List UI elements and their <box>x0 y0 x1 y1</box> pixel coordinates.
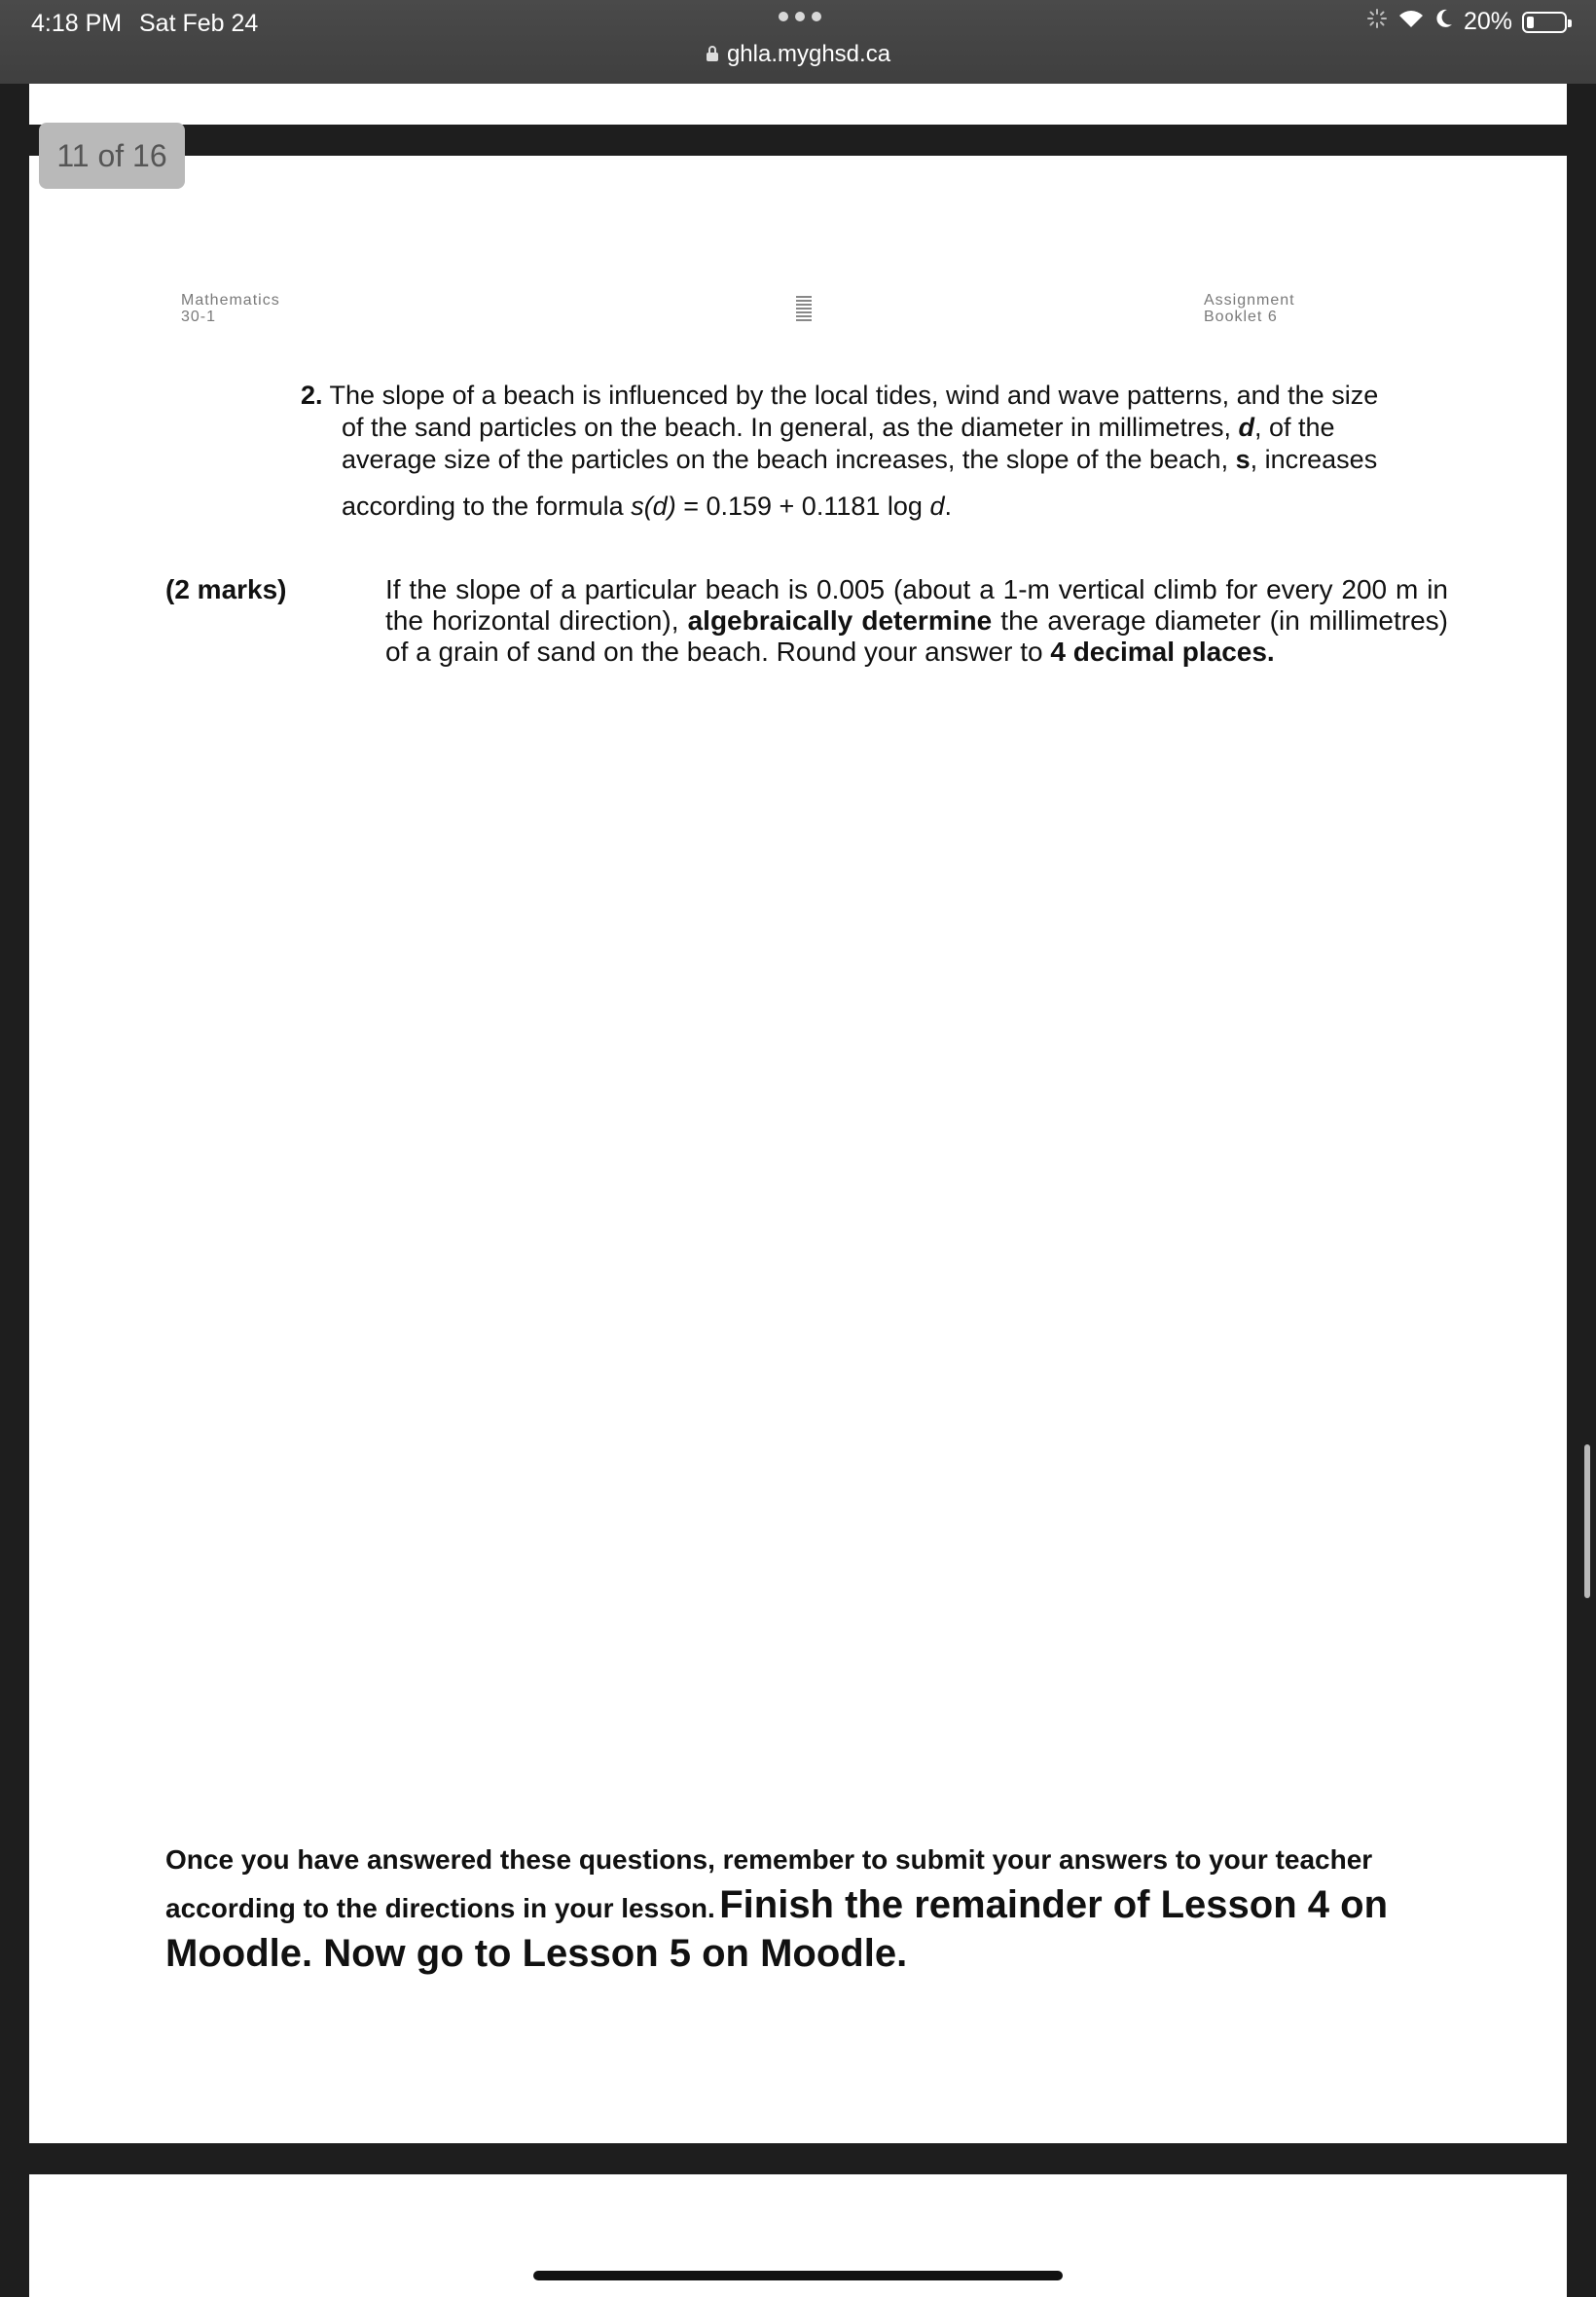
moon-icon <box>1434 8 1454 36</box>
status-icons <box>1366 8 1567 36</box>
home-indicator[interactable] <box>533 2271 1063 2280</box>
sub-question: If the slope of a particular beach is 0.005 (about a 1-m vertical climb for every 200 m in the horizontal direction), algebraically determine the average diameter (in millimetres) of a grain of sand on the beach. Round your answer to 4 decimal places. <box>385 574 1448 667</box>
status-time: 4:18 PM <box>31 10 123 37</box>
barcode-icon <box>796 296 812 321</box>
status-date: Sat Feb 24 <box>139 10 259 37</box>
battery-level <box>1527 17 1534 28</box>
header-booklet: Assignment Booklet 6 <box>1204 292 1295 325</box>
status-bar <box>0 0 1596 84</box>
marks-label: (2 marks) <box>165 574 287 604</box>
question-2: 2. The slope of a beach is influenced by the local tides, wind and wave patterns, and the size of the sand particles on the beach. In general, as the diameter in millimetres, d, of the average size of the particles on the beach increases, the slope of the beach, s, increases <box>301 381 1379 474</box>
wifi-icon <box>1397 8 1425 36</box>
formula: according to the formula s(d) = 0.159 + 0.1181 log d. <box>342 492 952 521</box>
multitasking-dots-icon[interactable] <box>779 12 821 21</box>
lock-icon <box>706 42 719 69</box>
scrollbar-thumb[interactable] <box>1584 1444 1590 1598</box>
address-bar[interactable] <box>0 41 1596 69</box>
url-text[interactable]: ghla.myghsd.ca <box>726 41 891 67</box>
closing-instructions: Once you have answered these questions, remember to submit your answers to your teacher according to the directions in your lesson. Finish the remainder of Lesson 4 on Moodle. Now go to Lesson 5 on Moodle. <box>165 1844 1388 1975</box>
battery-icon <box>1522 12 1567 33</box>
battery-percent: 20% <box>1463 8 1512 35</box>
activity-icon <box>1366 8 1388 36</box>
page-indicator: 11 of 16 <box>39 123 185 189</box>
document-page <box>29 156 1567 2143</box>
previous-page <box>29 84 1567 125</box>
header-course: Mathematics 30-1 <box>181 292 280 325</box>
question-number: 2. <box>301 381 323 410</box>
